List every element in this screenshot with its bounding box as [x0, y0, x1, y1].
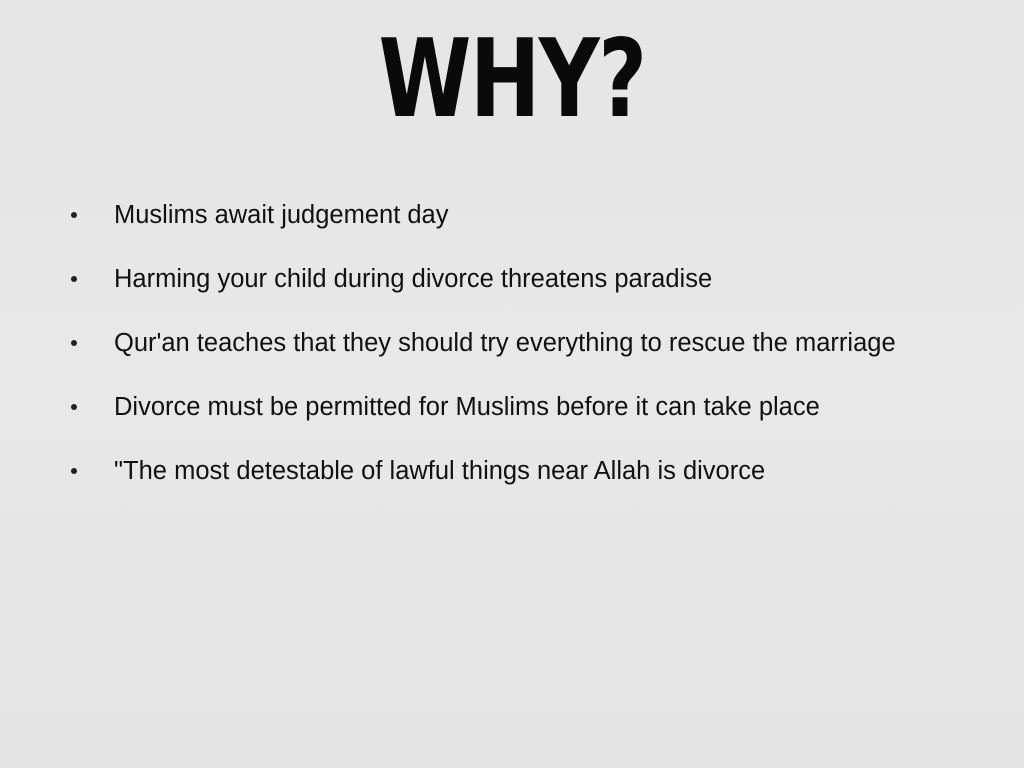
bullet-text: Divorce must be permitted for Muslims before it can take place	[114, 393, 820, 421]
slide-title: WHY?	[378, 17, 646, 142]
bullet-item	[0, 320, 1024, 384]
bullet-list	[0, 192, 1024, 512]
bullet-text: "The most detestable of lawful things near Allah is divorce	[114, 457, 766, 485]
bullet-dot-icon	[71, 276, 77, 282]
bullet-dot-icon	[71, 468, 77, 474]
bullet-item	[0, 384, 1024, 448]
bullet-item	[0, 256, 1024, 320]
bullet-item	[0, 192, 1024, 256]
bullet-dot-icon	[71, 340, 77, 346]
bullet-dot-icon	[71, 404, 77, 410]
bullet-text: Harming your child during divorce threatens paradise	[114, 265, 713, 293]
bullet-text: Qur'an teaches that they should try everything to rescue the marriage	[114, 329, 896, 357]
bullet-item	[0, 448, 1024, 512]
bullet-dot-icon	[71, 212, 77, 218]
bullet-text: Muslims await judgement day	[114, 201, 449, 229]
